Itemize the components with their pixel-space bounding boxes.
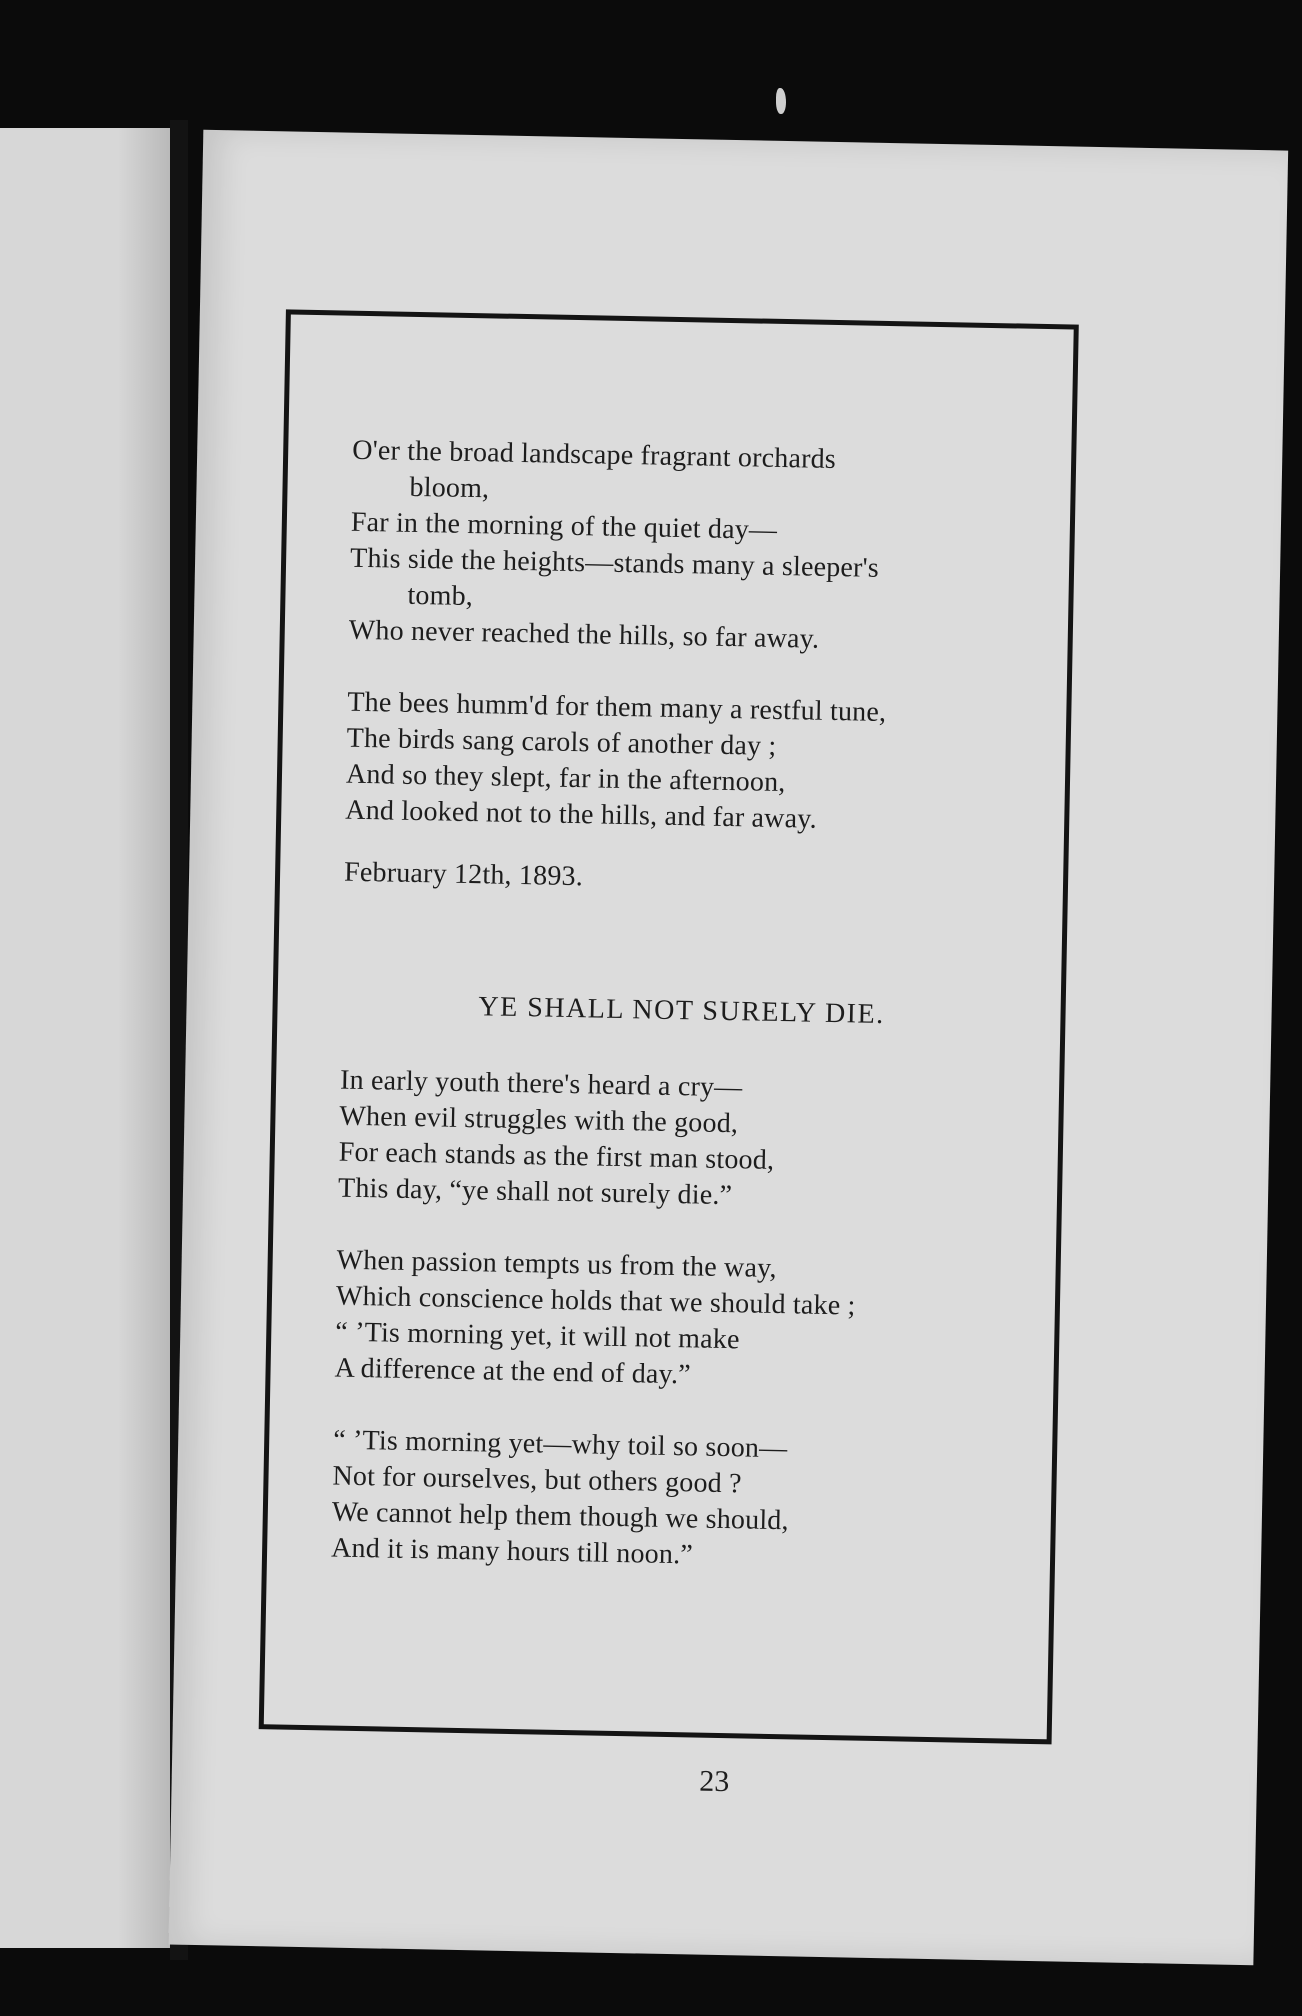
verse-line: This day, “ye shall not surely die.” xyxy=(337,1172,733,1212)
verse-line: And so they slept, far in the afternoon, xyxy=(345,758,786,799)
paper-blemish xyxy=(776,88,786,114)
poem-title: YE SHALL NOT SURELY DIE. xyxy=(478,991,885,1031)
verse-line: “ ’Tis morning yet—why toil so soon— xyxy=(332,1424,788,1465)
page-number: 23 xyxy=(698,1764,730,1799)
verse-line: “ ’Tis morning yet, it will not make xyxy=(335,1316,740,1356)
verse-line: In early youth there's heard a cry— xyxy=(339,1064,743,1104)
verse-line: For each stands as the first man stood, xyxy=(338,1136,775,1176)
poem1-stanza-1 xyxy=(348,433,1052,662)
poem2-stanza-1 xyxy=(338,1063,1041,1220)
poem2-stanza-2 xyxy=(334,1243,1037,1400)
verse-line: When passion tempts us from the way, xyxy=(336,1244,778,1285)
verse-line: bloom, xyxy=(409,471,490,505)
poem-date: February 12th, 1893. xyxy=(343,856,584,893)
verse-line: This side the heights—stands many a sleeper's xyxy=(349,542,880,584)
previous-page-edge xyxy=(0,128,185,1948)
verse-line: And looked not to the hills, and far away. xyxy=(345,794,818,835)
verse-line: We cannot help them though we should, xyxy=(331,1496,790,1537)
book-page xyxy=(169,130,1289,1965)
verse-line: A difference at the end of day.” xyxy=(334,1352,692,1391)
verse-line: Far in the morning of the quiet day— xyxy=(350,506,778,546)
poem1-stanza-2 xyxy=(345,685,1048,842)
page-text xyxy=(330,433,1052,1616)
verse-line: Which conscience holds that we should take ; xyxy=(335,1280,856,1322)
verse-line: The birds sang carols of another day ; xyxy=(346,722,777,762)
verse-line: tomb, xyxy=(407,579,474,613)
poem2-stanza-3 xyxy=(331,1423,1034,1580)
verse-line: The bees humm'd for them many a restful tune, xyxy=(347,686,887,729)
verse-line: And it is many hours till noon.” xyxy=(330,1532,694,1571)
verse-line: Who never reached the hills, so far away. xyxy=(348,614,820,655)
verse-line: When evil struggles with the good, xyxy=(339,1100,739,1140)
verse-line: Not for ourselves, but others good ? xyxy=(332,1460,743,1500)
verse-line: O'er the broad landscape fragrant orchards xyxy=(351,434,837,476)
